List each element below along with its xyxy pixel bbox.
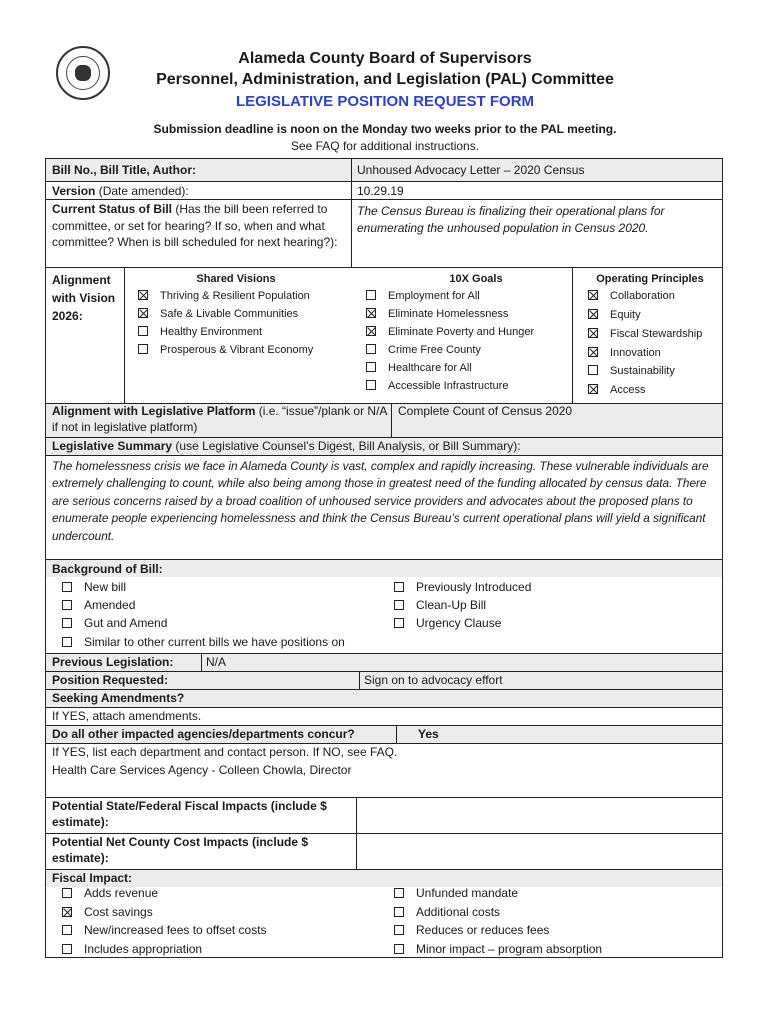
background-option[interactable] — [394, 597, 486, 613]
board-title: Alameda County Board of Supervisors — [238, 50, 532, 67]
checkbox-icon[interactable] — [394, 618, 404, 628]
checkbox-icon[interactable] — [62, 925, 72, 935]
platform-label-note: (i.e. “issue”/plank or N/A if not in legislative platform) — [52, 404, 387, 434]
fiscal-option[interactable] — [62, 922, 267, 938]
fiscal-option-label: Includes appropriation — [84, 942, 203, 956]
shared-vision-option[interactable] — [138, 289, 310, 303]
principle-option[interactable] — [588, 308, 641, 322]
fiscal-option-label: Unfunded mandate — [416, 886, 519, 900]
principle-option-label: Equity — [610, 309, 641, 321]
fiscal-option[interactable] — [62, 885, 158, 901]
checkbox-icon[interactable] — [366, 344, 376, 354]
status-label-note: (Has the bill been referred to committee, or set for hearing? If so, when and what committee? When is bill scheduled for next hearing?): — [52, 202, 338, 249]
previous-value[interactable]: N/A — [206, 655, 227, 669]
checkbox-icon[interactable] — [394, 907, 404, 917]
checkbox-icon[interactable] — [62, 618, 72, 628]
background-option[interactable] — [62, 634, 345, 650]
shared-vision-option-label: Prosperous & Vibrant Economy — [160, 344, 314, 356]
principle-option[interactable] — [588, 289, 675, 303]
background-option-label: Gut and Amend — [84, 616, 168, 630]
status-label — [52, 201, 345, 251]
version-value[interactable]: 10.29.19 — [357, 184, 404, 198]
goal-option-label: Eliminate Poverty and Hunger — [388, 326, 535, 338]
alignment-label: Alignment with Vision 2026: — [52, 273, 116, 323]
shared-vision-option-label: Healthy Environment — [160, 326, 263, 338]
goal-option-label: Eliminate Homelessness — [388, 308, 509, 320]
principle-option-label: Sustainability — [610, 365, 675, 377]
shared-vision-option[interactable] — [138, 307, 298, 321]
principle-option-label: Fiscal Stewardship — [610, 328, 703, 340]
fiscal-option[interactable] — [394, 941, 602, 957]
summary-text[interactable]: The homelessness crisis we face in Alameda County is vast, complex and rapidly increasing. These vulnerable individuals are extremely challenging to count, while also being among those in greatest need of the funding allocated by census data. There are serious concerns raised by a broad coalition of unhoused service providers and advocates about the proposed plans to enumerate people experiencing homelessness and think the Census Bureau’s current operational plans will yield a significant undercount. — [52, 459, 709, 543]
committee-title: Personnel, Administration, and Legislation (PAL) Committee — [156, 71, 614, 88]
platform-label — [52, 403, 387, 435]
fiscal-option-label: New/increased fees to offset costs — [84, 923, 267, 937]
amendments-note: If YES, attach amendments. — [52, 709, 202, 723]
background-option[interactable] — [62, 615, 167, 631]
principle-option[interactable] — [588, 327, 702, 341]
checkbox-icon[interactable] — [394, 944, 404, 954]
summary-label-text: Legislative Summary — [52, 439, 173, 453]
checkbox-icon[interactable] — [394, 888, 404, 898]
fiscal-option-label: Reduces or reduces fees — [416, 923, 550, 937]
position-label: Position Requested: — [52, 673, 169, 687]
checked-box-icon[interactable] — [62, 907, 72, 917]
goal-option[interactable] — [366, 307, 508, 321]
checked-box-icon[interactable] — [588, 347, 598, 357]
principle-option[interactable] — [588, 346, 661, 360]
background-option-label: Previously Introduced — [416, 580, 532, 594]
checked-box-icon[interactable] — [588, 328, 598, 338]
checkbox-icon[interactable] — [394, 600, 404, 610]
summary-label — [52, 438, 521, 454]
checked-box-icon[interactable] — [138, 290, 148, 300]
fiscal-option[interactable] — [394, 922, 549, 938]
fiscal-option-label: Additional costs — [416, 905, 501, 919]
status-label-text: Current Status of Bill — [52, 202, 173, 216]
concur-value[interactable]: Yes — [418, 727, 439, 741]
summary-label-note: (use Legislative Counsel’s Digest, Bill Analysis, or Bill Summary): — [172, 439, 521, 453]
platform-value[interactable]: Complete Count of Census 2020 — [398, 404, 573, 418]
checkbox-icon[interactable] — [588, 365, 598, 375]
background-option[interactable] — [62, 597, 135, 613]
goal-option-label: Healthcare for All — [388, 362, 472, 374]
checkbox-icon[interactable] — [62, 888, 72, 898]
concur-note: If YES, list each department and contact person. If NO, see FAQ. — [52, 745, 398, 759]
checkbox-icon[interactable] — [138, 326, 148, 336]
checked-box-icon[interactable] — [366, 326, 376, 336]
fiscal-option[interactable] — [394, 904, 500, 920]
checkbox-icon[interactable] — [394, 582, 404, 592]
shared-visions-title: Shared Visions — [196, 273, 276, 285]
fiscal-option[interactable] — [394, 885, 518, 901]
checkbox-icon[interactable] — [62, 600, 72, 610]
goals-title: 10X Goals — [449, 273, 503, 285]
status-value[interactable]: The Census Bureau is finalizing their operational plans for enumerating the unhoused population in Census 2020. — [357, 204, 665, 235]
goal-option[interactable] — [366, 289, 480, 303]
checkbox-icon[interactable] — [62, 944, 72, 954]
background-option[interactable] — [62, 579, 126, 595]
shared-vision-option[interactable] — [138, 343, 313, 357]
form-title: LEGISLATIVE POSITION REQUEST FORM — [235, 93, 535, 110]
background-option-label: New bill — [84, 580, 127, 594]
background-label: Background of Bill: — [52, 562, 163, 576]
checked-box-icon[interactable] — [588, 384, 598, 394]
concur-label: Do all other impacted agencies/departments concur? — [52, 727, 355, 741]
fiscal-impact-label: Fiscal Impact: — [52, 871, 133, 885]
principle-option[interactable] — [588, 383, 645, 397]
amendments-label: Seeking Amendments? — [52, 691, 185, 705]
bill-label: Bill No., Bill Title, Author: — [52, 163, 196, 177]
fiscal-option-label: Adds revenue — [84, 886, 159, 900]
background-option[interactable] — [394, 579, 531, 595]
faq-note: See FAQ for additional instructions. — [290, 139, 480, 153]
shared-vision-option[interactable] — [138, 325, 262, 339]
deadline-note: Submission deadline is noon on the Monday two weeks prior to the PAL meeting. — [153, 122, 617, 136]
checked-box-icon[interactable] — [366, 308, 376, 318]
county-cost-label: Potential Net County Cost Impacts (include $ estimate): — [52, 835, 309, 865]
version-label-note: (Date amended): — [95, 184, 189, 198]
background-option-label: Clean-Up Bill — [416, 598, 487, 612]
checkbox-icon[interactable] — [394, 925, 404, 935]
goal-option[interactable] — [366, 343, 481, 357]
checkbox-icon[interactable] — [366, 362, 376, 372]
checkbox-icon[interactable] — [366, 380, 376, 390]
state-fiscal-label: Potential State/Federal Fiscal Impacts (include $ estimate): — [52, 799, 327, 829]
shared-vision-option-label: Safe & Livable Communities — [160, 308, 299, 320]
background-option-label: Amended — [84, 598, 136, 612]
checkbox-icon[interactable] — [62, 637, 72, 647]
fiscal-option[interactable] — [62, 904, 153, 920]
goal-option[interactable] — [366, 325, 534, 339]
shared-vision-option-label: Thriving & Resilient Population — [160, 290, 310, 302]
position-request-form — [45, 158, 723, 958]
goal-option-label: Accessible Infrastructure — [388, 380, 509, 392]
platform-label-text: Alignment with Legislative Platform — [52, 404, 256, 418]
fiscal-option-label: Minor impact – program absorption — [416, 942, 603, 956]
principle-option[interactable] — [588, 364, 675, 378]
fiscal-option-label: Cost savings — [84, 905, 153, 919]
goal-option-label: Crime Free County — [388, 344, 481, 356]
principles-title: Operating Principles — [596, 273, 704, 285]
background-option-label: Urgency Clause — [416, 616, 502, 630]
checked-box-icon[interactable] — [588, 309, 598, 319]
checkbox-icon[interactable] — [138, 344, 148, 354]
checked-box-icon[interactable] — [588, 290, 598, 300]
background-option[interactable] — [394, 615, 501, 631]
concur-contact[interactable]: Health Care Services Agency - Colleen Chowla, Director — [52, 763, 352, 777]
background-option-label: Similar to other current bills we have positions on — [84, 635, 345, 649]
checkbox-icon[interactable] — [366, 290, 376, 300]
goal-option[interactable] — [366, 379, 508, 393]
position-value[interactable]: Sign on to advocacy effort — [364, 673, 503, 687]
principle-option-label: Access — [610, 384, 646, 396]
previous-label: Previous Legislation: — [52, 655, 174, 669]
version-label-text: Version — [52, 184, 96, 198]
checkbox-icon[interactable] — [62, 582, 72, 592]
principle-option-label: Collaboration — [610, 290, 675, 302]
principle-option-label: Innovation — [610, 347, 661, 359]
fiscal-option[interactable] — [62, 941, 202, 957]
checked-box-icon[interactable] — [138, 308, 148, 318]
version-label — [52, 183, 189, 199]
bill-value[interactable]: Unhoused Advocacy Letter – 2020 Census — [357, 163, 585, 177]
goal-option-label: Employment for All — [388, 290, 480, 302]
goal-option[interactable] — [366, 361, 472, 375]
